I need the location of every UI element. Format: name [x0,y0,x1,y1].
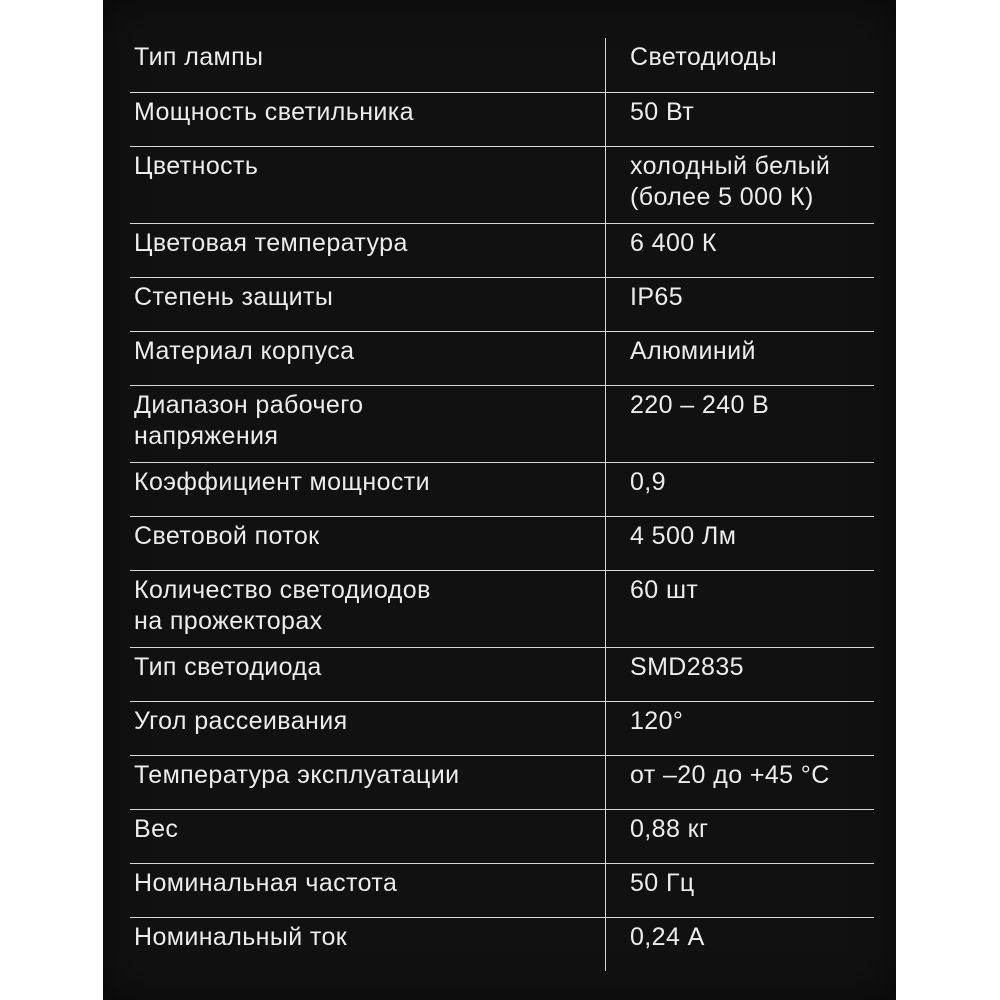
spec-row [130,92,874,146]
spec-value: SMD2835 [606,647,875,701]
spec-value: Светодиоды [606,38,875,92]
spec-value: 60 шт [606,570,875,647]
spec-row [130,570,874,647]
spec-row [130,331,874,385]
spec-name: Вес [134,814,179,843]
spec-value: 0,9 [606,462,875,516]
spec-row [130,223,874,277]
spec-row [130,146,874,223]
spec-row [130,701,874,755]
spec-row [130,863,874,917]
spec-name: Материал корпуса [134,336,355,365]
spec-value: 6 400 К [606,223,875,277]
spec-name: Температура эксплуатации [134,760,460,789]
spec-value: 120° [606,701,875,755]
spec-row [130,277,874,331]
spec-name: Мощность светильника [134,97,414,126]
spec-row [130,462,874,516]
spec-value: холодный белый (более 5 000 К) [606,146,875,223]
spec-name: Угол рассеивания [134,706,348,735]
spec-name: Количество светодиодов на прожекторах [134,575,431,635]
spec-value: 4 500 Лм [606,516,875,570]
spec-value: Алюминий [606,331,875,385]
spec-row [130,917,874,971]
spec-row [130,809,874,863]
spec-name: Диапазон рабочего напряжения [134,390,364,450]
spec-value: 220 – 240 В [606,385,875,462]
spec-row [130,38,874,92]
spec-row [130,385,874,462]
spec-name: Коэффициент мощности [134,467,431,496]
spec-value: IP65 [606,277,875,331]
spec-name: Степень защиты [134,282,334,311]
spec-row [130,516,874,570]
spec-value: 0,88 кг [606,809,875,863]
spec-row [130,755,874,809]
spec-name: Тип лампы [134,43,264,71]
specifications-table-body [130,38,874,971]
spec-value: 50 Вт [606,92,875,146]
spec-row [130,647,874,701]
spec-name: Тип светодиода [134,652,322,681]
spec-value: 0,24 А [606,917,875,971]
spec-name: Цветность [134,151,259,180]
spec-value: 50 Гц [606,863,875,917]
spec-name: Световой поток [134,521,320,550]
spec-value: от –20 до +45 °С [606,755,875,809]
spec-name: Номинальная частота [134,868,398,897]
spec-name: Цветовая температура [134,228,408,257]
specifications-table [130,38,874,971]
spec-name: Номинальный ток [134,922,348,951]
